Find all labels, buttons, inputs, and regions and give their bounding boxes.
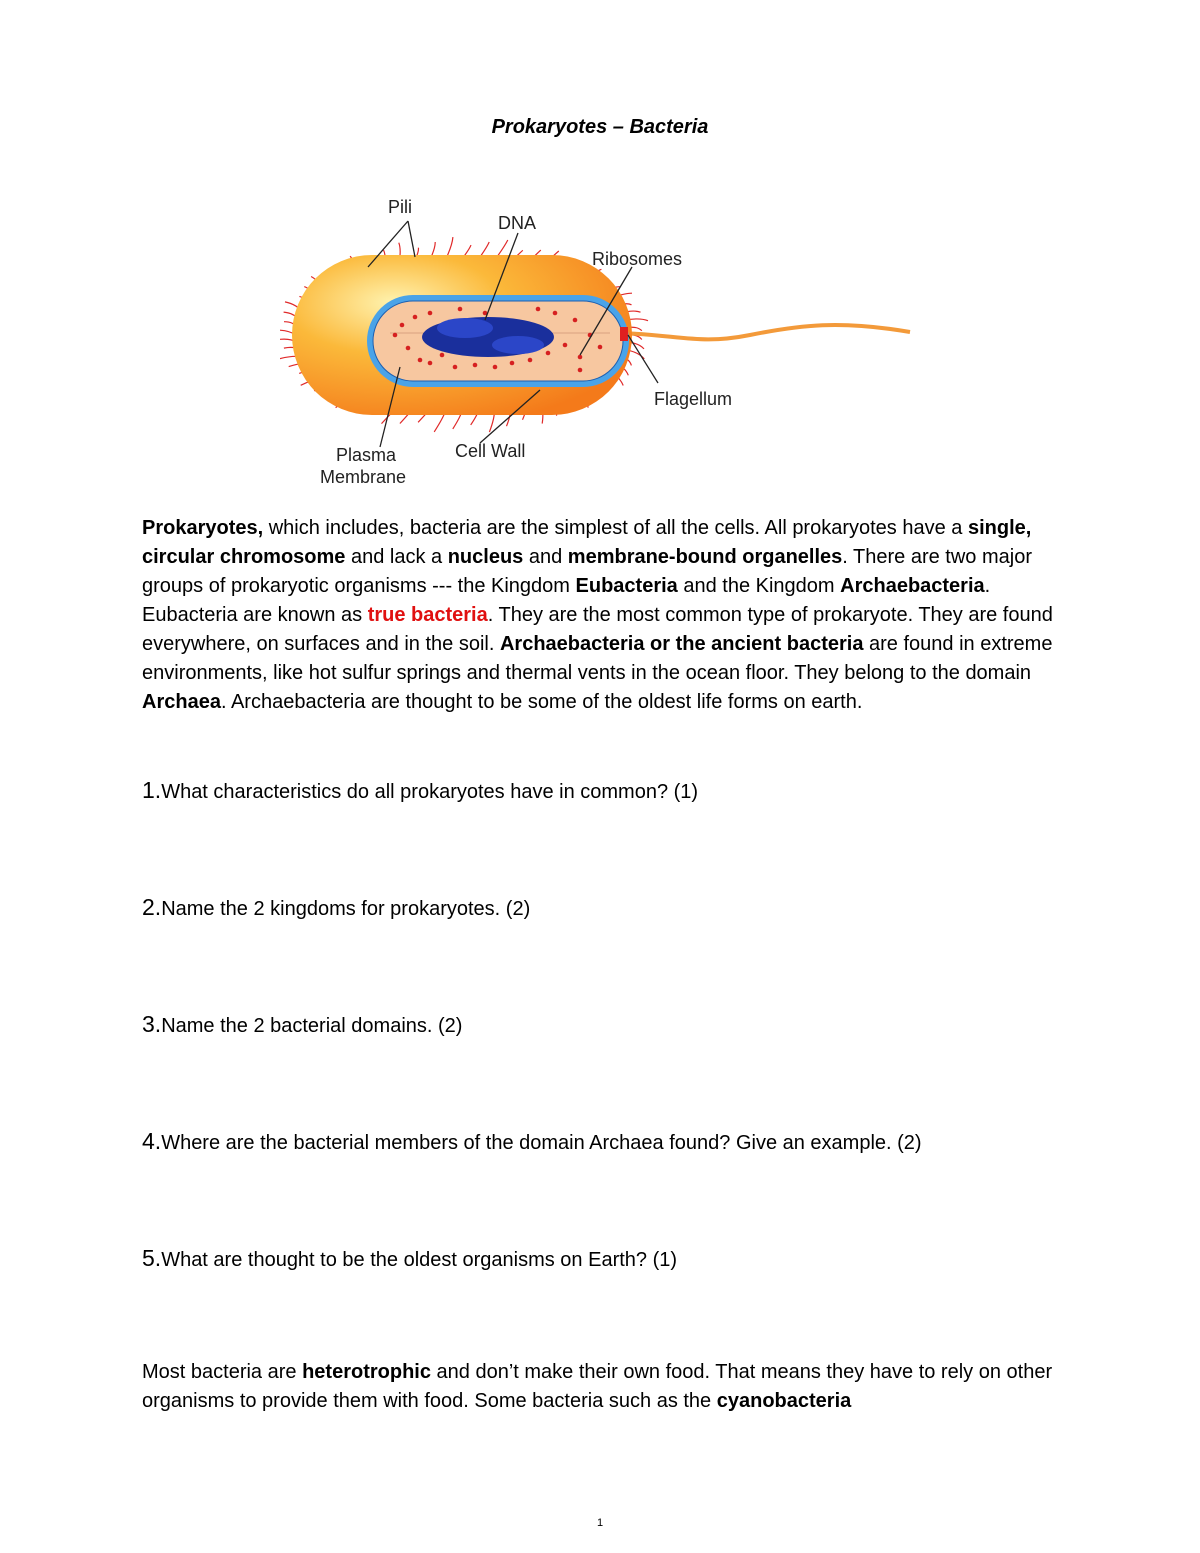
question-3: 3.Name the 2 bacterial domains. (2): [142, 1011, 463, 1037]
ribosome-dot: [473, 363, 478, 368]
ribosome-dot: [578, 368, 583, 373]
label-membrane: Membrane: [320, 467, 407, 487]
heterotroph-paragraph: Most bacteria are heterotrophic and don’t make their own food. That means they have to rely on other organisms to provide them with food. Some bacteria such as the cyanobacteria: [142, 1361, 1053, 1412]
question-2: 2.Name the 2 kingdoms for prokaryotes. (2): [142, 894, 531, 920]
label-flagellum: Flagellum: [654, 389, 733, 409]
ribosome-dot: [453, 365, 458, 370]
bacteria-cell-diagram: [280, 185, 930, 490]
ribosome-dot: [393, 333, 398, 338]
ribosome-dot: [546, 351, 551, 356]
label-cell-wall: Cell Wall: [455, 441, 526, 461]
ribosome-dot: [598, 345, 603, 350]
ribosome-dot: [428, 311, 433, 316]
ribosome-dot: [573, 318, 578, 323]
label-pili: Pili: [388, 197, 413, 217]
ribosome-dot: [528, 358, 533, 363]
question-5: 5.What are thought to be the oldest organisms on Earth? (1): [142, 1245, 678, 1271]
page-title: Prokaryotes – Bacteria: [491, 116, 709, 138]
ribosome-dot: [578, 355, 583, 360]
intro-paragraph: Prokaryotes, which includes, bacteria are the simplest of all the cells. All prokaryotes have a single, circular chromosome and lack a nucleus and membrane-bound organelles. There are two major groups of prokaryotic organisms --- the Kingdom Eubacteria and the Kingdom Archaebacteria. Eubacteria are known as true bacteria. They are the most common type of prokaryote. They are found everywhere, on surfaces and in the soil. Archaebacteria or the ancient bacteria are found in extreme environments, like hot sulfur springs and thermal vents in the ocean floor. They belong to the domain Archaea. Archaebacteria are thought to be some of the oldest life forms on earth.: [142, 517, 1053, 713]
label-dna: DNA: [498, 213, 537, 233]
label-ribosomes: Ribosomes: [592, 249, 683, 269]
flagellum-shape: [620, 325, 910, 339]
ribosome-dot: [440, 353, 445, 358]
ribosome-dot: [428, 361, 433, 366]
ribosome-dot: [563, 343, 568, 348]
ribosome-dot: [418, 358, 423, 363]
flagellum-base: [620, 327, 628, 341]
ribosome-dot: [413, 315, 418, 320]
ribosome-dot: [400, 323, 405, 328]
ribosome-dot: [536, 307, 541, 312]
ribosome-dot: [458, 307, 463, 312]
label-plasma: Plasma: [336, 445, 397, 465]
ribosome-dot: [553, 311, 558, 316]
question-4: 4.Where are the bacterial members of the domain Archaea found? Give an example. (2): [142, 1128, 922, 1154]
ribosome-dot: [406, 346, 411, 351]
ribosome-dot: [493, 365, 498, 370]
question-1: 1.What characteristics do all prokaryotes have in common? (1): [142, 777, 699, 803]
true-bacteria-highlight: true bacteria: [367, 604, 488, 626]
page-number: 1: [596, 1517, 604, 1529]
ribosome-dot: [510, 361, 515, 366]
